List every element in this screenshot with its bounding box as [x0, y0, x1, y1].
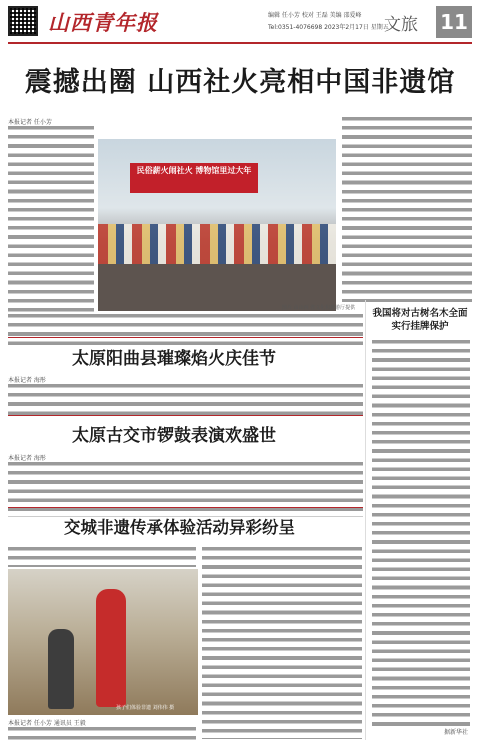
sidebar-source: 据新华社: [443, 729, 468, 736]
article2-headline: 太原阳曲县璀璨焰火庆佳节: [72, 349, 276, 369]
lead-photo-caption: 图片 由山西 省文化和旅游厅提供: [282, 305, 356, 311]
newspaper-logo: 山西青年报: [48, 10, 158, 35]
masthead: [0, 0, 480, 42]
article4-body-bottom: [8, 727, 196, 741]
article3-headline: 太原古交市锣鼓表演欢盛世: [72, 426, 276, 446]
photo-banner: 民俗薪火闹社火 博物馆里过大年: [130, 163, 258, 193]
masthead-rule: [8, 42, 472, 44]
article4-body-top: [8, 547, 196, 567]
lead-headline: 震撼出圈 山西社火亮相中国非遗馆: [24, 67, 456, 98]
qr-code[interactable]: [8, 6, 38, 36]
article4-body-right: [202, 547, 362, 739]
editor-credits: 编辑 任小芳 校对 王磊 美编 邵爱峰: [268, 12, 362, 19]
lead-body-col-3: [8, 314, 363, 347]
issue-date: Tel:0351-4076698 2023年2月17日 星期五: [268, 24, 389, 31]
sidebar-body: [372, 340, 470, 728]
lead-body-col-2: [342, 117, 472, 302]
article4-headline: 交城非遗传承体验活动异彩纷呈: [64, 518, 295, 537]
article4-photo: [8, 569, 198, 715]
article3-body: [8, 462, 363, 517]
article3-byline: 本报记者 海彤: [8, 455, 46, 462]
article4-photo-caption: 孩子们体验非遗 刘伟伟 摄: [116, 705, 175, 711]
article4-byline: 本报记者 任小芳 通讯员 王毅: [8, 720, 86, 727]
sidebar-headline: 我国将对古树名木全面实行挂牌保护: [372, 308, 468, 332]
lead-byline: 本报记者 任小芳: [8, 119, 52, 126]
lead-body-col-1: [8, 126, 94, 312]
section-label: 文旅: [384, 15, 418, 35]
lead-photo: [98, 139, 336, 311]
article2-byline: 本报记者 海彤: [8, 377, 46, 384]
page-number: 11: [436, 6, 472, 38]
article2-body: [8, 384, 363, 418]
